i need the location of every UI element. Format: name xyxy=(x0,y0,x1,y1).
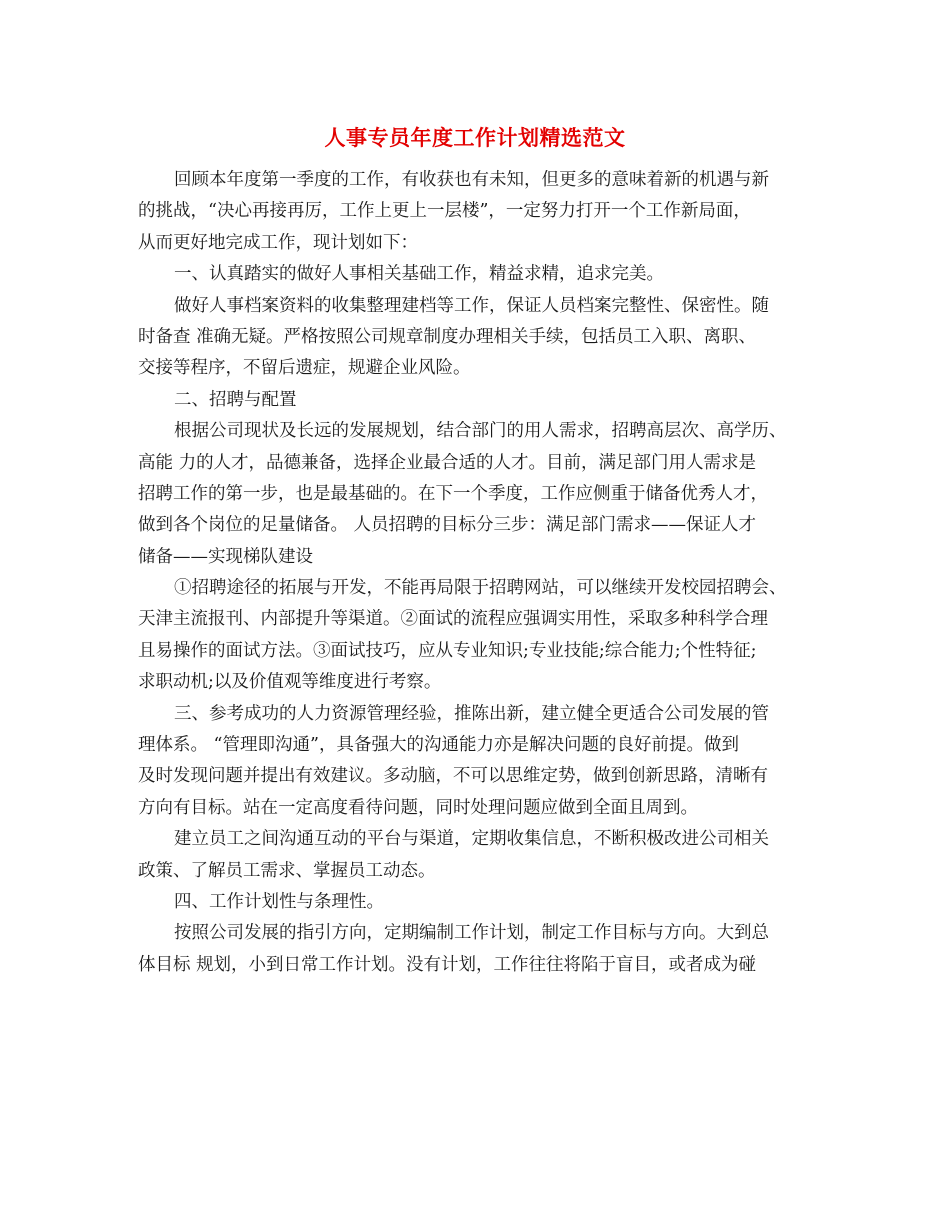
text-line: 做到各个岗位的足量储备。 人员招聘的目标分三步：满足部门需求——保证人才 xyxy=(138,515,757,536)
document-body xyxy=(138,165,818,981)
text-line: 建立员工之间沟通互动的平台与渠道，定期收集信息，不断积极改进公司相关 xyxy=(174,829,769,850)
text-line: 的挑战，“决心再接再厉，工作上更上一层楼”，一定努力打开一个工作新局面， xyxy=(138,201,751,222)
document-title: 人事专员年度工作计划精选范文 xyxy=(324,125,626,150)
text-line: 天津主流报刊、内部提升等渠道。②面试的流程应强调实用性，采取多种科学合理 xyxy=(138,609,768,630)
text-line: 四、工作计划性与条理性。 xyxy=(174,891,384,912)
text-line: 且易操作的面试方法。③面试技巧，应从专业知识;专业技能;综合能力;个性特征; xyxy=(138,640,757,661)
text-line: 理体系。 “管理即沟通”，具备强大的沟通能力亦是解决问题的良好前提。做到 xyxy=(138,735,739,756)
text-line: ①招聘途径的拓展与开发，不能再局限于招聘网站，可以继续开发校园招聘会、 xyxy=(174,578,787,599)
text-line: 方向有目标。站在一定高度看待问题，同时处理问题应做到全面且周到。 xyxy=(138,797,698,818)
text-line: 时备查 准确无疑。严格按照公司规章制度办理相关手续，包括员工入职、离职、 xyxy=(138,326,757,347)
text-line: 从而更好地完成工作，现计划如下： xyxy=(138,232,418,253)
text-line: 三、参考成功的人力资源管理经验，推陈出新，建立健全更适合公司发展的管 xyxy=(174,703,769,724)
text-line: 回顾本年度第一季度的工作，有收获也有未知，但更多的意味着新的机遇与新 xyxy=(174,170,769,190)
text-line: 按照公司发展的指引方向，定期编制工作计划，制定工作目标与方向。大到总 xyxy=(174,923,769,944)
text-line: 政策、了解员工需求、掌握员工动态。 xyxy=(138,860,436,881)
text-line: 求职动机;以及价值观等维度进行考察。 xyxy=(138,672,442,693)
text-line: 一、认真踏实的做好人事相关基础工作，精益求精，追求完美。 xyxy=(174,264,664,285)
text-line: 根据公司现状及长远的发展规划，结合部门的用人需求，招聘高层次、高学历、 xyxy=(174,421,787,442)
text-line: 交接等程序，不留后遗症，规避企业风险。 xyxy=(138,358,471,379)
text-line: 高能 力的人才，品德兼备，选择企业最合适的人才。目前，满足部门用人需求是 xyxy=(138,452,757,473)
text-line: 及时发现问题并提出有效建议。多动脑，不可以思维定势，做到创新思路，清晰有 xyxy=(138,766,768,787)
text-line: 储备——实现梯队建设 xyxy=(138,546,313,567)
text-line: 体目标 规划，小到日常工作计划。没有计划，工作往往将陷于盲目，或者成为碰 xyxy=(138,954,757,975)
text-line: 二、招聘与配置 xyxy=(174,389,297,410)
text-line: 招聘工作的第一步，也是最基础的。在下一个季度，工作应侧重于储备优秀人才， xyxy=(138,483,768,504)
text-line: 做好人事档案资料的收集整理建档等工作，保证人员档案完整性、保密性。随 xyxy=(174,295,769,316)
